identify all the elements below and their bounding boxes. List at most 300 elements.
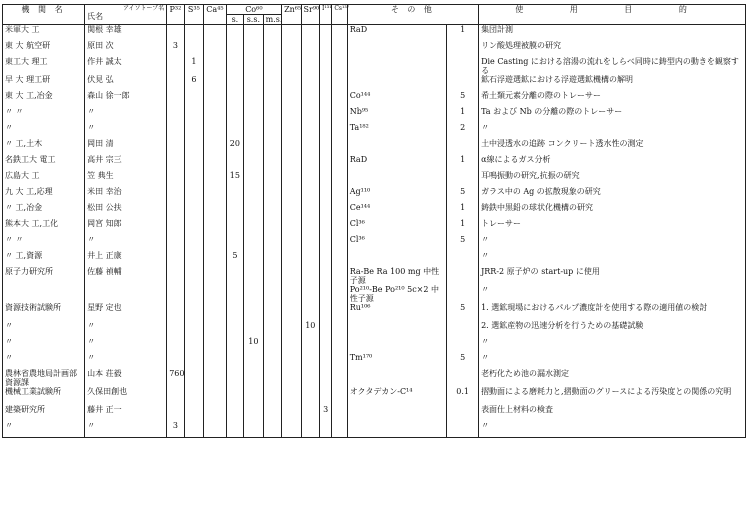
cell-purpose: 摺動面による磨耗力と,摺動面のグリースによる汚染度との関係の究明 (479, 387, 746, 405)
cell-sr90 (301, 235, 319, 251)
table-row (3, 321, 746, 337)
cell-co60-ss (244, 219, 263, 235)
cell-other (347, 139, 447, 155)
cell-zn65 (282, 187, 301, 203)
cell-p32 (167, 107, 184, 123)
cell-zn65 (282, 91, 301, 107)
cell-person: 米田 幸治 (85, 187, 167, 203)
cell-s35: 6 (184, 75, 203, 91)
cell-cs137 (332, 25, 347, 42)
table-row (3, 405, 746, 421)
cell-ca45 (204, 369, 227, 387)
cell-other (347, 421, 447, 438)
cell-purpose: 2. 選鉱産物の迅速分析を行うための基礎試験 (479, 321, 746, 337)
cell-co60-ms (263, 251, 281, 267)
cell-other (347, 75, 447, 91)
cell-institution: 九 大 工,応理 (3, 187, 85, 203)
cell-purpose: 〃 (479, 353, 746, 369)
cell-i131 (320, 387, 332, 405)
cell-person: 伏見 弘 (85, 75, 167, 91)
header-co60-s: s. (226, 15, 243, 25)
cell-i131 (320, 25, 332, 42)
cell-sr90 (301, 303, 319, 321)
cell-co60-s (226, 337, 243, 353)
cell-co60-ss (244, 353, 263, 369)
cell-ca45 (204, 187, 227, 203)
cell-co60-ms (263, 75, 281, 91)
cell-co60-s (226, 321, 243, 337)
header-zn65: Zn⁶⁵ (282, 5, 301, 25)
cell-ca45 (204, 235, 227, 251)
cell-ca45 (204, 405, 227, 421)
cell-ca45 (204, 171, 227, 187)
cell-i131 (320, 421, 332, 438)
cell-s35 (184, 353, 203, 369)
cell-i131 (320, 139, 332, 155)
cell-ca45 (204, 57, 227, 75)
cell-p32: 3 (167, 421, 184, 438)
cell-s35 (184, 235, 203, 251)
cell-s35 (184, 321, 203, 337)
cell-institution: 米軍大 工 (3, 25, 85, 42)
cell-institution: 〃 (3, 321, 85, 337)
cell-institution (3, 285, 85, 303)
cell-co60-ss (244, 235, 263, 251)
cell-sr90 (301, 421, 319, 438)
cell-cs137 (332, 75, 347, 91)
header-sr90: Sr⁹⁰ (301, 5, 319, 25)
cell-ca45 (204, 421, 227, 438)
cell-other: RaD (347, 155, 447, 171)
cell-cs137 (332, 155, 347, 171)
cell-zn65 (282, 353, 301, 369)
cell-cs137 (332, 41, 347, 57)
table-body (3, 25, 746, 438)
cell-p32 (167, 285, 184, 303)
cell-institution: 〃 (3, 123, 85, 139)
cell-s35 (184, 421, 203, 438)
cell-other: Ag¹¹⁰ (347, 187, 447, 203)
cell-cs137 (332, 337, 347, 353)
cell-zn65 (282, 369, 301, 387)
cell-p32 (167, 123, 184, 139)
table-row (3, 155, 746, 171)
cell-institution: 東 大 航空研 (3, 41, 85, 57)
cell-other (347, 57, 447, 75)
cell-institution: 原子力研究所 (3, 267, 85, 285)
cell-purpose: ガラス中の Ag の拡散現象の研究 (479, 187, 746, 203)
cell-p32 (167, 187, 184, 203)
cell-i131 (320, 155, 332, 171)
cell-s35 (184, 387, 203, 405)
table-row (3, 171, 746, 187)
cell-p32: 3 (167, 41, 184, 57)
cell-i131: 3 (320, 405, 332, 421)
cell-zn65 (282, 41, 301, 57)
cell-sr90 (301, 57, 319, 75)
cell-ca45 (204, 41, 227, 57)
cell-co60-ms (263, 353, 281, 369)
cell-co60-ss (244, 91, 263, 107)
cell-person: 〃 (85, 321, 167, 337)
cell-co60-s (226, 267, 243, 285)
cell-co60-ss (244, 139, 263, 155)
cell-other-amount (447, 337, 479, 353)
cell-cs137 (332, 171, 347, 187)
cell-other-amount (447, 285, 479, 303)
cell-cs137 (332, 251, 347, 267)
cell-institution: 建築研究所 (3, 405, 85, 421)
cell-p32 (167, 251, 184, 267)
cell-purpose: 〃 (479, 235, 746, 251)
cell-p32 (167, 219, 184, 235)
cell-institution: 農林省農地局計画部 資源課 (3, 369, 85, 387)
cell-cs137 (332, 57, 347, 75)
table-row (3, 251, 746, 267)
cell-co60-s (226, 235, 243, 251)
cell-person: 岡田 清 (85, 139, 167, 155)
cell-i131 (320, 219, 332, 235)
cell-co60-ss (244, 41, 263, 57)
cell-purpose: α線によるガス分析 (479, 155, 746, 171)
cell-purpose: 〃 (479, 337, 746, 353)
cell-cs137 (332, 421, 347, 438)
cell-ca45 (204, 139, 227, 155)
cell-co60-ss (244, 303, 263, 321)
cell-co60-ss (244, 187, 263, 203)
cell-sr90 (301, 337, 319, 353)
header-isotope-label: アイソトープ名 (123, 5, 165, 12)
cell-co60-ss (244, 267, 263, 285)
cell-co60-ms (263, 369, 281, 387)
cell-co60-s (226, 123, 243, 139)
cell-zn65 (282, 285, 301, 303)
cell-ca45 (204, 387, 227, 405)
cell-p32 (167, 337, 184, 353)
cell-other (347, 369, 447, 387)
cell-other: Nb⁹⁵ (347, 107, 447, 123)
cell-cs137 (332, 285, 347, 303)
cell-other-amount (447, 139, 479, 155)
cell-ca45 (204, 285, 227, 303)
cell-co60-ms (263, 155, 281, 171)
cell-zn65 (282, 267, 301, 285)
cell-cs137 (332, 267, 347, 285)
cell-co60-ms (263, 421, 281, 438)
cell-i131 (320, 203, 332, 219)
cell-co60-ss: 10 (244, 337, 263, 353)
cell-i131 (320, 337, 332, 353)
header-co60-ms: m.s. (263, 15, 281, 25)
cell-purpose: 〃 (479, 123, 746, 139)
cell-person: 久保田創也 (85, 387, 167, 405)
cell-i131 (320, 321, 332, 337)
cell-zn65 (282, 57, 301, 75)
cell-ca45 (204, 219, 227, 235)
cell-p32 (167, 91, 184, 107)
cell-purpose: 〃 (479, 285, 746, 303)
cell-i131 (320, 353, 332, 369)
cell-s35 (184, 203, 203, 219)
cell-person: 佐藤 禎輔 (85, 267, 167, 285)
cell-sr90 (301, 107, 319, 123)
cell-other-amount (447, 267, 479, 285)
cell-person (85, 285, 167, 303)
table-row (3, 107, 746, 123)
cell-institution: 〃 工,資源 (3, 251, 85, 267)
cell-purpose: 〃 (479, 251, 746, 267)
table-row (3, 203, 746, 219)
cell-s35 (184, 337, 203, 353)
cell-other-amount: 2 (447, 123, 479, 139)
cell-cs137 (332, 387, 347, 405)
cell-cs137 (332, 405, 347, 421)
cell-other: Ra-Be Ra 100 mg 中性子源 (347, 267, 447, 285)
cell-zn65 (282, 235, 301, 251)
cell-s35 (184, 303, 203, 321)
cell-other (347, 337, 447, 353)
cell-sr90 (301, 203, 319, 219)
cell-ca45 (204, 75, 227, 91)
cell-co60-s (226, 303, 243, 321)
cell-institution: 機械工業試験所 (3, 387, 85, 405)
header-s35: S³⁵ (184, 5, 203, 25)
cell-zn65 (282, 75, 301, 91)
cell-s35 (184, 139, 203, 155)
cell-institution: 東 大 工,冶金 (3, 91, 85, 107)
cell-zn65 (282, 155, 301, 171)
cell-ca45 (204, 251, 227, 267)
cell-other: Cl³⁶ (347, 219, 447, 235)
cell-other (347, 251, 447, 267)
cell-zn65 (282, 139, 301, 155)
table-row (3, 303, 746, 321)
cell-co60-ms (263, 337, 281, 353)
table-row (3, 25, 746, 42)
table-row (3, 285, 746, 303)
cell-sr90 (301, 251, 319, 267)
cell-other-amount: 5 (447, 303, 479, 321)
cell-person: 山本 荘毅 (85, 369, 167, 387)
cell-person: 〃 (85, 235, 167, 251)
cell-sr90 (301, 387, 319, 405)
cell-other: Ta¹⁸² (347, 123, 447, 139)
cell-i131 (320, 171, 332, 187)
cell-purpose: 表面仕上材料の検査 (479, 405, 746, 421)
cell-p32 (167, 387, 184, 405)
cell-other: RaD (347, 25, 447, 42)
cell-zn65 (282, 219, 301, 235)
cell-co60-ms (263, 303, 281, 321)
cell-purpose: 集団計測 (479, 25, 746, 42)
cell-i131 (320, 123, 332, 139)
cell-sr90 (301, 369, 319, 387)
cell-co60-ms (263, 171, 281, 187)
isotope-usage-table (2, 4, 746, 438)
cell-other-amount (447, 251, 479, 267)
header-institution: 機 関 名 (3, 5, 85, 25)
header-p32: P³² (167, 5, 184, 25)
cell-co60-s (226, 405, 243, 421)
cell-other-amount: 1 (447, 203, 479, 219)
cell-co60-ss (244, 421, 263, 438)
cell-person: 笠 典生 (85, 171, 167, 187)
cell-ca45 (204, 303, 227, 321)
cell-co60-s (226, 25, 243, 42)
isotope-usage-table-sheet (2, 4, 746, 517)
cell-i131 (320, 235, 332, 251)
cell-co60-ms (263, 285, 281, 303)
cell-person: 岡宮 知郎 (85, 219, 167, 235)
cell-purpose: トレーサー (479, 219, 746, 235)
cell-sr90 (301, 155, 319, 171)
cell-other-amount (447, 369, 479, 387)
cell-p32 (167, 25, 184, 42)
table-row (3, 219, 746, 235)
cell-co60-ms (263, 187, 281, 203)
cell-other (347, 405, 447, 421)
cell-person: 森山 徐一郎 (85, 91, 167, 107)
table-row (3, 187, 746, 203)
cell-co60-ms (263, 219, 281, 235)
cell-i131 (320, 303, 332, 321)
cell-p32: 760 (167, 369, 184, 387)
cell-co60-s (226, 353, 243, 369)
cell-person: 原田 次 (85, 41, 167, 57)
cell-ca45 (204, 25, 227, 42)
table-row (3, 337, 746, 353)
cell-co60-s (226, 187, 243, 203)
cell-institution: 〃 〃 (3, 235, 85, 251)
cell-zn65 (282, 107, 301, 123)
cell-cs137 (332, 139, 347, 155)
cell-other-amount: 1 (447, 25, 479, 42)
cell-p32 (167, 353, 184, 369)
cell-co60-ms (263, 25, 281, 42)
cell-zn65 (282, 421, 301, 438)
cell-co60-ms (263, 405, 281, 421)
cell-co60-ss (244, 285, 263, 303)
cell-co60-ss (244, 123, 263, 139)
cell-p32 (167, 405, 184, 421)
cell-co60-s (226, 285, 243, 303)
cell-other-amount: 5 (447, 235, 479, 251)
cell-sr90 (301, 75, 319, 91)
cell-person: 関根 幸雄 (85, 25, 167, 42)
cell-purpose: 1. 選鉱現場におけるパルプ濃度計を使用する際の適用値の検討 (479, 303, 746, 321)
cell-cs137 (332, 187, 347, 203)
cell-other (347, 41, 447, 57)
table-row (3, 421, 746, 438)
cell-ca45 (204, 321, 227, 337)
table-row (3, 353, 746, 369)
cell-institution: 〃 〃 (3, 107, 85, 123)
cell-purpose: 耳鳴振動の研究,抗振の研究 (479, 171, 746, 187)
cell-purpose: 土中浸透水の追跡 コンクリート透水性の測定 (479, 139, 746, 155)
table-row (3, 235, 746, 251)
cell-purpose: Die Casting における溶湯の流れをしらべ同時に鋳型内の動きを観察する (479, 57, 746, 75)
table-row (3, 91, 746, 107)
cell-co60-s: 5 (226, 251, 243, 267)
table-row (3, 41, 746, 57)
cell-institution: 〃 工,冶金 (3, 203, 85, 219)
header-person (85, 5, 167, 25)
cell-sr90 (301, 285, 319, 303)
cell-p32 (167, 57, 184, 75)
table-row (3, 387, 746, 405)
cell-co60-ss (244, 57, 263, 75)
cell-s35 (184, 187, 203, 203)
cell-institution: 名鉄工大 電工 (3, 155, 85, 171)
cell-other-amount (447, 75, 479, 91)
cell-purpose: 〃 (479, 421, 746, 438)
cell-other-amount (447, 421, 479, 438)
cell-other: Ru¹⁰⁶ (347, 303, 447, 321)
cell-co60-s (226, 203, 243, 219)
header-ca45: Ca⁴⁵ (204, 5, 227, 25)
cell-i131 (320, 251, 332, 267)
cell-other-amount (447, 41, 479, 57)
cell-s35 (184, 107, 203, 123)
cell-co60-ss (244, 405, 263, 421)
cell-institution: 早 大 理工研 (3, 75, 85, 91)
cell-institution: 〃 工,土木 (3, 139, 85, 155)
cell-institution: 〃 (3, 353, 85, 369)
cell-co60-ss (244, 251, 263, 267)
cell-sr90 (301, 171, 319, 187)
cell-co60-ss (244, 107, 263, 123)
cell-sr90 (301, 91, 319, 107)
cell-sr90 (301, 267, 319, 285)
cell-co60-ms (263, 203, 281, 219)
cell-co60-s (226, 369, 243, 387)
cell-s35 (184, 25, 203, 42)
cell-sr90 (301, 187, 319, 203)
cell-institution: 〃 (3, 337, 85, 353)
cell-co60-s (226, 421, 243, 438)
cell-co60-ms (263, 387, 281, 405)
cell-co60-ms (263, 57, 281, 75)
cell-zn65 (282, 337, 301, 353)
cell-person: 作井 誠太 (85, 57, 167, 75)
cell-co60-ms (263, 267, 281, 285)
cell-zn65 (282, 251, 301, 267)
cell-s35 (184, 267, 203, 285)
cell-co60-s (226, 41, 243, 57)
cell-co60-s (226, 107, 243, 123)
cell-person: 〃 (85, 337, 167, 353)
cell-zn65 (282, 303, 301, 321)
cell-co60-ss (244, 203, 263, 219)
cell-s35: 1 (184, 57, 203, 75)
cell-s35 (184, 155, 203, 171)
cell-person: 〃 (85, 421, 167, 438)
cell-other: Po²¹⁰-Be Po²¹⁰ 5c×2 中性子源 (347, 285, 447, 303)
cell-sr90 (301, 25, 319, 42)
cell-zn65 (282, 25, 301, 42)
cell-purpose: 鉱石浮遊選鉱における浮遊選鉱機構の解明 (479, 75, 746, 91)
cell-other-amount: 0.1 (447, 387, 479, 405)
cell-other: オクタデカン-C¹⁴ (347, 387, 447, 405)
cell-co60-s (226, 219, 243, 235)
cell-other (347, 171, 447, 187)
table-row (3, 123, 746, 139)
cell-other: Co¹⁴⁴ (347, 91, 447, 107)
header-co60-ss: s.s. (244, 15, 263, 25)
cell-zn65 (282, 387, 301, 405)
header-other: そ の 他 (347, 5, 478, 25)
cell-purpose: 老朽化ため池の漏水測定 (479, 369, 746, 387)
